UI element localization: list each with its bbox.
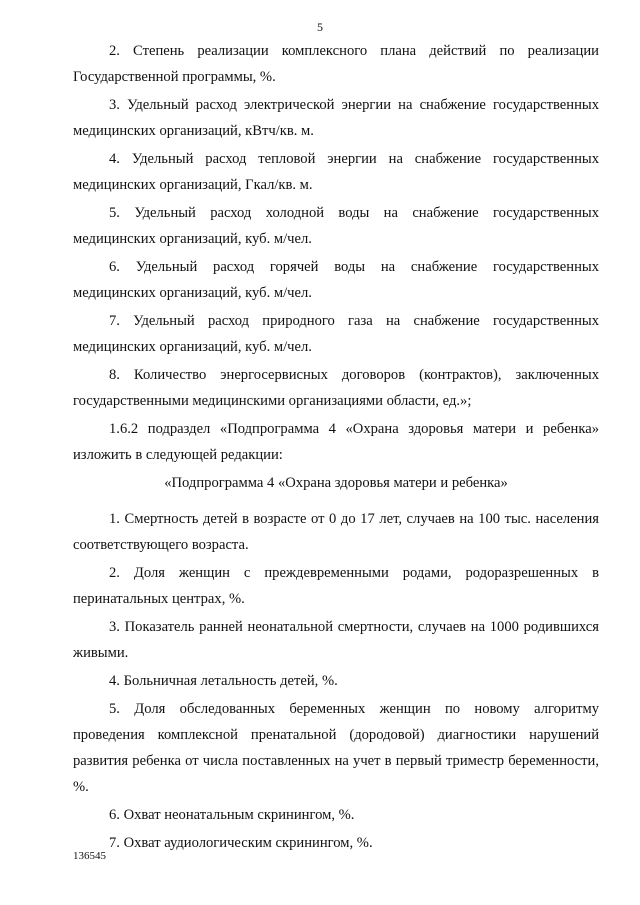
- paragraph-sub-item-4: 4. Больничная летальность детей, %.: [109, 673, 338, 689]
- section-heading: «Подпрограмма 4 «Охрана здоровья матери и ребенка»: [164, 475, 508, 491]
- document-code: 136545: [73, 850, 106, 862]
- page-number: 5: [317, 20, 323, 34]
- paragraph-item-6: 6. Удельный расход горячей воды на снабжение государственных медицинских организаций, куб. м/чел.: [73, 259, 599, 301]
- paragraph-item-5: 5. Удельный расход холодной воды на снабжение государственных медицинских организаций, куб. м/чел.: [73, 205, 599, 247]
- paragraph-item-3: 3. Удельный расход электрической энергии на снабжение государственных медицинских организаций, кВтч/кв. м.: [73, 97, 599, 139]
- paragraph-sub-item-5: 5. Доля обследованных беременных женщин по новому алгоритму проведения комплексной пренатальной (дородовой) диагностики нарушений развития ребенка от числа поставленных на учет в первый триместр беременности, %.: [73, 701, 599, 795]
- paragraph-item-2: 2. Степень реализации комплексного плана действий по реализации Государственной программы, %.: [73, 43, 599, 85]
- paragraph-item-8: 8. Количество энергосервисных договоров (контрактов), заключенных государственными медицинскими организациями области, ед.»;: [73, 367, 599, 409]
- paragraph-item-7: 7. Удельный расход природного газа на снабжение государственных медицинских организаций, куб. м/чел.: [73, 313, 599, 355]
- paragraph-sub-item-7: 7. Охват аудиологическим скринингом, %.: [109, 835, 373, 851]
- document-body: [73, 38, 599, 856]
- paragraph-amendment: 1.6.2 подраздел «Подпрограмма 4 «Охрана здоровья матери и ребенка» изложить в следующей редакции:: [73, 421, 599, 463]
- paragraph-sub-item-3: 3. Показатель ранней неонатальной смертности, случаев на 1000 родившихся живыми.: [73, 619, 599, 661]
- paragraph-item-4: 4. Удельный расход тепловой энергии на снабжение государственных медицинских организаций, Гкал/кв. м.: [73, 151, 599, 193]
- paragraph-sub-item-1: 1. Смертность детей в возрасте от 0 до 17 лет, случаев на 100 тыс. населения соответствующего возраста.: [73, 511, 599, 553]
- paragraph-sub-item-2: 2. Доля женщин с преждевременными родами, родоразрешенных в перинатальных центрах, %.: [73, 565, 599, 607]
- paragraph-sub-item-6: 6. Охват неонатальным скринингом, %.: [109, 807, 355, 823]
